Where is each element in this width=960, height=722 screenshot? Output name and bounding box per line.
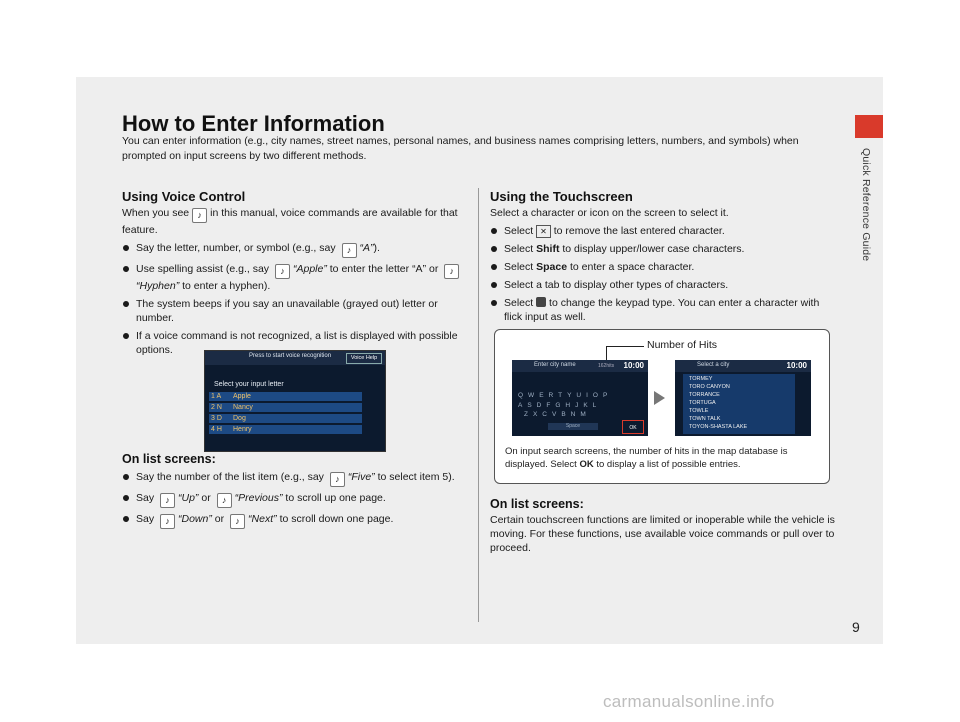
voice-command-icon bbox=[192, 208, 207, 223]
hits-callout-label: Number of Hits bbox=[647, 339, 718, 351]
voice-bullets bbox=[122, 241, 467, 357]
list-item: TORMEY bbox=[689, 376, 713, 382]
figure-caption: On input search screens, the number of hits in the map database is displayed. Select OK to display a list of possible entries. bbox=[505, 446, 788, 470]
clock: 10:00 bbox=[786, 361, 807, 370]
touch-heading: Using the Touchscreen bbox=[490, 189, 633, 204]
voice-command-icon bbox=[330, 472, 345, 487]
voice-option-row: 2 N Nancy bbox=[209, 403, 362, 412]
voice-command-icon bbox=[217, 493, 232, 508]
touch-list-heading: On list screens: bbox=[490, 497, 584, 511]
voice-list-heading: On list screens: bbox=[122, 452, 216, 466]
voice-input-screen bbox=[204, 350, 386, 452]
page-title: How to Enter Information bbox=[122, 111, 385, 136]
list-item: TORTUGA bbox=[689, 400, 716, 406]
side-section-label: Quick Reference Guide bbox=[860, 148, 872, 262]
list-item: Select to change the keypad type. You can enter a character with flick input as well. bbox=[490, 296, 835, 324]
list-item: Select Shift to display upper/lower case characters. bbox=[490, 242, 835, 256]
voice-list-bullets bbox=[122, 470, 467, 529]
list-item: TORRANCE bbox=[689, 392, 720, 398]
voice-heading: Using Voice Control bbox=[122, 189, 246, 204]
voice-option-row: 3 D Dog bbox=[209, 414, 362, 423]
voice-command-icon bbox=[160, 514, 175, 529]
backspace-icon: ✕ bbox=[536, 225, 551, 238]
list-item: Use spelling assist (e.g., say ♪ “Apple” to enter the letter “A” or ♪“Hyphen” to enter a hyphen). bbox=[122, 262, 467, 293]
screen-title: Enter city name bbox=[534, 362, 576, 368]
keyboard-row: QWERTYUIOP bbox=[518, 392, 613, 399]
hits-count: 162hits bbox=[598, 363, 615, 369]
hits-callout-line bbox=[606, 346, 607, 360]
list-item: Select Space to enter a space character. bbox=[490, 260, 835, 274]
list-item: TORO CANYON bbox=[689, 384, 730, 390]
page-number: 9 bbox=[852, 619, 860, 635]
voice-command-icon bbox=[342, 243, 357, 258]
screen-title: Select a city bbox=[697, 362, 730, 368]
space-key: Space bbox=[548, 423, 598, 430]
column-divider bbox=[478, 188, 479, 622]
list-item: Say ♪ “Up” or ♪ “Previous” to scroll up one page. bbox=[122, 491, 467, 508]
touch-list-text: Certain touchscreen functions are limited or inoperable while the vehicle is moving. For these functions, use available voice commands or pull over to proceed. bbox=[490, 514, 835, 554]
keyboard-row: ASDFGHJKL bbox=[518, 402, 602, 409]
list-item: Select a tab to display other types of characters. bbox=[490, 278, 835, 292]
list-item: Say the letter, number, or symbol (e.g., say ♪ “A”). bbox=[122, 241, 467, 258]
ok-key: OK bbox=[622, 420, 644, 434]
voice-command-icon bbox=[275, 264, 290, 279]
voice-list-section bbox=[122, 452, 467, 529]
voice-option-row: 1 A Apple bbox=[209, 392, 362, 401]
next-arrow-icon bbox=[654, 391, 665, 405]
list-item: TOWN TALK bbox=[689, 416, 721, 422]
list-item: Select ✕ to remove the last entered character. bbox=[490, 224, 835, 238]
section-tab-marker bbox=[855, 115, 883, 138]
voice-lead: When you see♪ in this manual, voice commands are available for that feature. bbox=[122, 206, 467, 237]
voice-option-row: 4 H Henry bbox=[209, 425, 362, 434]
voice-press-text: Press to start voice recognition bbox=[249, 353, 332, 359]
watermark: carmanualsonline.info bbox=[603, 692, 775, 711]
list-item: The system beeps if you say an unavailable (grayed out) letter or number. bbox=[122, 297, 467, 325]
voice-control-section bbox=[122, 189, 467, 357]
touchscreen-section bbox=[490, 189, 835, 324]
keyboard-screen bbox=[512, 360, 648, 436]
list-item: Say the number of the list item (e.g., say ♪ “Five” to select item 5). bbox=[122, 470, 467, 487]
hits-callout-line bbox=[606, 346, 644, 347]
intro-text: You can enter information (e.g., city names, street names, personal names, and business names comprising letters, numbers, and symbols) when prompted on input screens by two different methods. bbox=[122, 135, 799, 162]
list-item: TOWLE bbox=[689, 408, 709, 414]
touch-list-section bbox=[490, 497, 835, 555]
voice-help-button: Voice Help bbox=[346, 353, 382, 364]
city-list-screen bbox=[675, 360, 811, 436]
touch-bullets bbox=[490, 224, 835, 324]
touch-lead: Select a character or icon on the screen to select it. bbox=[490, 207, 729, 219]
voice-screen-title: Select your input letter bbox=[214, 381, 284, 388]
list-item: TOYON-SHASTA LAKE bbox=[689, 424, 748, 430]
list-item: Say ♪ “Down” or ♪ “Next” to scroll down one page. bbox=[122, 512, 467, 529]
voice-command-icon bbox=[444, 264, 459, 279]
keyboard-row: ZXCVBNM bbox=[524, 411, 591, 418]
voice-command-icon bbox=[230, 514, 245, 529]
clock: 10:00 bbox=[623, 361, 644, 370]
voice-command-icon bbox=[160, 493, 175, 508]
keypad-type-icon bbox=[536, 297, 546, 307]
list-item: If a voice command is not recognized, a list is displayed with possible options. bbox=[122, 329, 467, 357]
